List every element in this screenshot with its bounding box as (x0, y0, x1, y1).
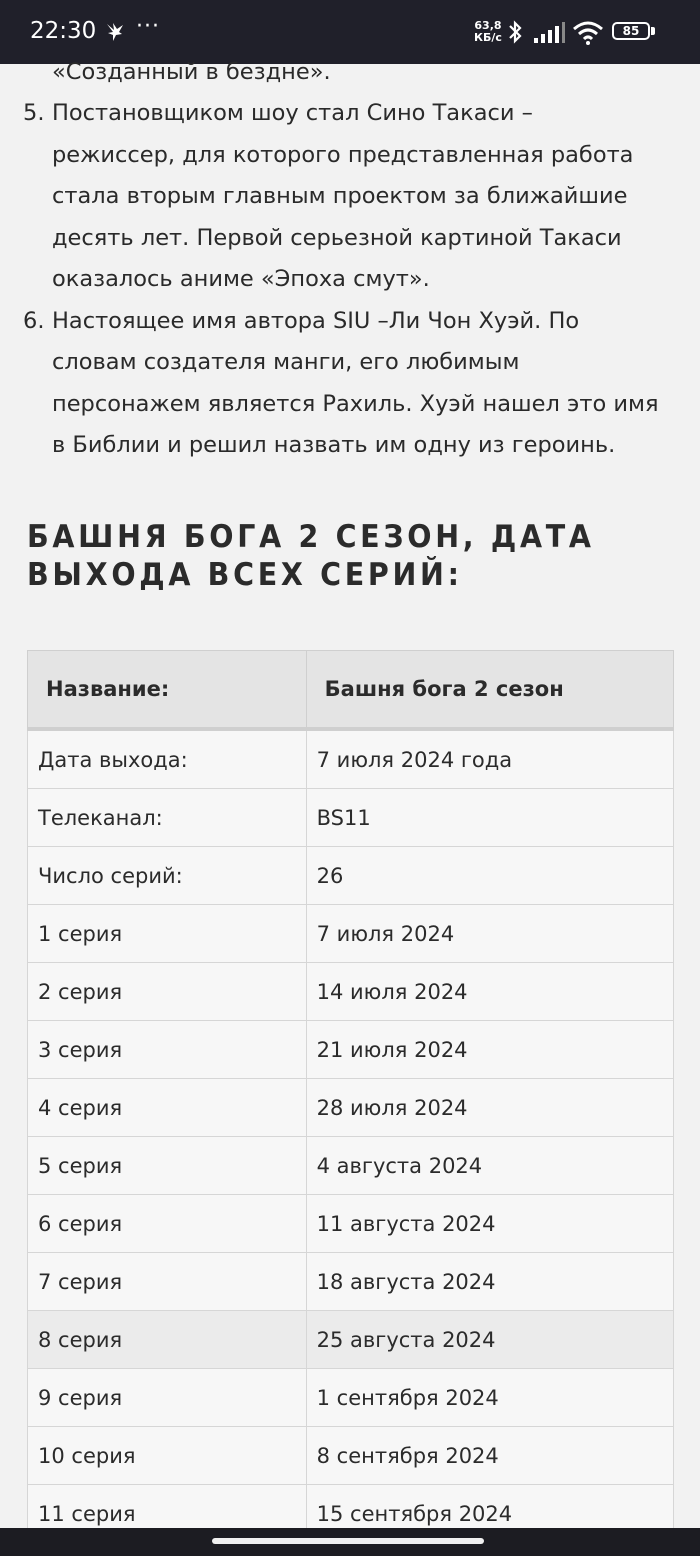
table-cell: 25 августа 2024 (306, 1311, 673, 1369)
table-cell: Число серий: (28, 847, 307, 905)
table-cell: 11 серия (28, 1485, 307, 1543)
article-line: стала вторым главным проектом за ближайшие (52, 183, 628, 209)
more-notifications-icon: ··· (136, 14, 160, 39)
table-row (28, 1195, 674, 1253)
article-line: словам создателя манги, его любимым (52, 349, 520, 375)
table-cell: 26 (306, 847, 673, 905)
table-cell: 28 июля 2024 (306, 1079, 673, 1137)
table-cell: 10 серия (28, 1427, 307, 1485)
table-row (28, 1137, 674, 1195)
list-item-number: 6. (23, 308, 45, 334)
table-cell: 1 сентября 2024 (306, 1369, 673, 1427)
table-row (28, 1427, 674, 1485)
cellular-signal-icon (532, 22, 566, 44)
wifi-icon (572, 20, 604, 46)
table-cell: 7 серия (28, 1253, 307, 1311)
network-speed: 63,8 КБ/с (474, 19, 502, 44)
article-line: десять лет. Первой серьезной картиной Такаси (52, 225, 622, 251)
table-row (28, 1079, 674, 1137)
table-header-row (28, 651, 674, 730)
table-row (28, 1369, 674, 1427)
table-header-cell: Башня бога 2 сезон (306, 651, 673, 730)
table-cell: 9 серия (28, 1369, 307, 1427)
article-line: «Созданный в бездне». (52, 59, 331, 85)
status-bar (0, 0, 700, 64)
list-item-number: 5. (23, 100, 45, 126)
table-cell: 3 серия (28, 1021, 307, 1079)
episode-schedule-table (27, 650, 674, 1543)
table-row (28, 1021, 674, 1079)
table-cell: 4 серия (28, 1079, 307, 1137)
table-cell: 8 сентября 2024 (306, 1427, 673, 1485)
table-cell: 18 августа 2024 (306, 1253, 673, 1311)
table-header-cell: Название: (28, 651, 307, 730)
table-cell: 2 серия (28, 963, 307, 1021)
table-cell: 1 серия (28, 905, 307, 963)
home-gesture-handle[interactable] (212, 1538, 484, 1544)
table-cell: 7 июля 2024 (306, 905, 673, 963)
table-cell: 6 серия (28, 1195, 307, 1253)
table-row (28, 729, 674, 789)
table-row (28, 789, 674, 847)
section-heading: БАШНЯ БОГА 2 СЕЗОН, ДАТА ВЫХОДА ВСЕХ СЕРИЙ: (27, 519, 595, 593)
article-line: Постановщиком шоу стал Сино Такаси – (52, 100, 533, 126)
table-cell: 15 сентября 2024 (306, 1485, 673, 1543)
table-cell: 8 серия (28, 1311, 307, 1369)
table-cell: 11 августа 2024 (306, 1195, 673, 1253)
battery-icon: 85 (612, 22, 650, 40)
table-cell: Дата выхода: (28, 729, 307, 789)
table-row (28, 963, 674, 1021)
table-row (28, 847, 674, 905)
table-row (28, 905, 674, 963)
bluetooth-icon (506, 18, 524, 46)
table-row (28, 1311, 674, 1369)
battery-cap (651, 27, 655, 35)
article-line: оказалось аниме «Эпоха смут». (52, 266, 430, 292)
table-cell: 5 серия (28, 1137, 307, 1195)
table-cell: Телеканал: (28, 789, 307, 847)
article-line: персонажем является Рахиль. Хуэй нашел это имя (52, 391, 659, 417)
table-cell: 21 июля 2024 (306, 1021, 673, 1079)
navigation-bar (0, 1528, 700, 1556)
table-cell: 4 августа 2024 (306, 1137, 673, 1195)
article-line: режиссер, для которого представленная работа (52, 142, 634, 168)
table-cell: 7 июля 2024 года (306, 729, 673, 789)
article-line: Настоящее имя автора SIU –Ли Чон Хуэй. По (52, 308, 580, 334)
table-row (28, 1253, 674, 1311)
article-line: в Библии и решил назвать им одну из героинь. (52, 432, 616, 458)
clock: 22:30 (30, 18, 97, 44)
bird-notification-icon (104, 20, 126, 44)
table-cell: 14 июля 2024 (306, 963, 673, 1021)
table-cell: BS11 (306, 789, 673, 847)
